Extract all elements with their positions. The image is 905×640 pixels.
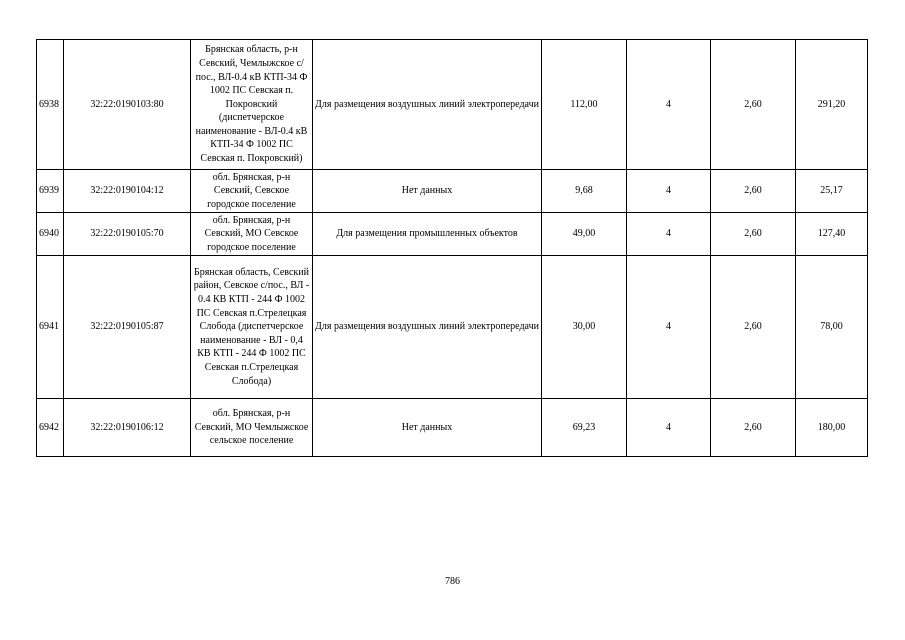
permitted-use: Для размещения промышленных объектов (313, 213, 542, 256)
row-number: 6941 (37, 256, 64, 399)
amount: 180,00 (796, 399, 868, 457)
permitted-use: Нет данных (313, 399, 542, 457)
area: 69,23 (542, 399, 627, 457)
amount: 127,40 (796, 213, 868, 256)
rate: 2,60 (711, 399, 796, 457)
area: 30,00 (542, 256, 627, 399)
amount: 25,17 (796, 170, 868, 213)
table-row (37, 256, 868, 399)
category: 4 (627, 40, 711, 170)
land-registry-table (36, 39, 868, 457)
category: 4 (627, 256, 711, 399)
rate: 2,60 (711, 213, 796, 256)
table-row (37, 399, 868, 457)
area: 112,00 (542, 40, 627, 170)
address: Брянская область, Севский район, Севское с/пос., ВЛ - 0.4 КВ КТП - 244 Ф 1002 ПС Севская п.Стрелецкая Слобода (диспетчерское наименование - ВЛ - 0,4 КВ КТП - 244 Ф 1002 ПС Севская п.Стрелецкая Слобода) (191, 256, 313, 399)
area: 49,00 (542, 213, 627, 256)
category: 4 (627, 399, 711, 457)
cadastral-number: 32:22:0190104:12 (64, 170, 191, 213)
category: 4 (627, 170, 711, 213)
permitted-use: Для размещения воздушных линий электропередачи (313, 40, 542, 170)
cadastral-number: 32:22:0190105:70 (64, 213, 191, 256)
address: обл. Брянская, р-н Севский, Севское городское поселение (191, 170, 313, 213)
address: обл. Брянская, р-н Севский, МО Севское городское поселение (191, 213, 313, 256)
row-number: 6938 (37, 40, 64, 170)
address: обл. Брянская, р-н Севский, МО Чемлыжское сельское поселение (191, 399, 313, 457)
category: 4 (627, 213, 711, 256)
amount: 291,20 (796, 40, 868, 170)
rate: 2,60 (711, 256, 796, 399)
cadastral-number: 32:22:0190106:12 (64, 399, 191, 457)
table-row (37, 170, 868, 213)
area: 9,68 (542, 170, 627, 213)
permitted-use: Нет данных (313, 170, 542, 213)
address: Брянская область, р-н Севский, Чемлыжское с/пос., ВЛ-0.4 кВ КТП-34 Ф 1002 ПС Севская п. Покровский (диспетчерское наименование - ВЛ-0.4 кВ КТП-34 Ф 1002 ПС Севская п. Покровский) (191, 40, 313, 170)
permitted-use: Для размещения воздушных линий электропередачи (313, 256, 542, 399)
row-number: 6939 (37, 170, 64, 213)
cadastral-number: 32:22:0190105:87 (64, 256, 191, 399)
table-row (37, 40, 868, 170)
cadastral-number: 32:22:0190103:80 (64, 40, 191, 170)
row-number: 6942 (37, 399, 64, 457)
rate: 2,60 (711, 40, 796, 170)
page-number: 786 (445, 576, 460, 587)
table-row (37, 213, 868, 256)
row-number: 6940 (37, 213, 64, 256)
amount: 78,00 (796, 256, 868, 399)
rate: 2,60 (711, 170, 796, 213)
